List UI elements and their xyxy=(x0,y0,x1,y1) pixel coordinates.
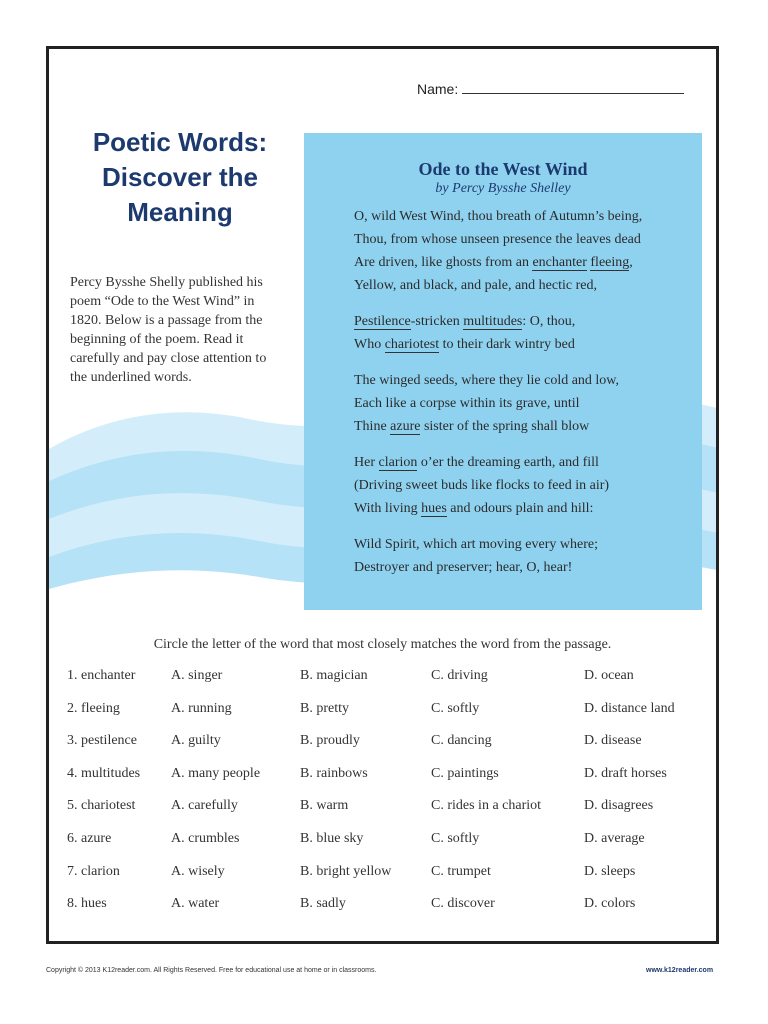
choice-a[interactable]: A. guilty xyxy=(171,733,221,749)
choice-b[interactable]: B. blue sky xyxy=(300,831,364,846)
choice-b[interactable]: B. warm xyxy=(300,798,349,814)
choice-c[interactable]: C. softly xyxy=(431,700,480,716)
poem-text: sister of the spring shall blow xyxy=(420,419,590,434)
poem-text: Destroyer and preserver; hear, O, hear! xyxy=(354,560,573,575)
quiz-row xyxy=(49,798,716,818)
poem-text: The winged seeds, where they lie cold and low, xyxy=(354,373,620,388)
poem-line xyxy=(354,419,589,435)
poem-text: Thine xyxy=(354,419,391,434)
intro-line: Percy Bysshe Shelly published his xyxy=(70,275,263,290)
question-word: 7. clarion xyxy=(67,863,120,879)
choice-d[interactable]: D. disagrees xyxy=(584,798,654,814)
intro-line: 1820. Below is a passage from the xyxy=(70,313,263,328)
choice-c[interactable]: C. trumpet xyxy=(431,863,491,879)
underlined-word: fleeing xyxy=(590,255,630,270)
choice-c[interactable]: C. softly xyxy=(431,831,480,846)
choice-c[interactable]: C. driving xyxy=(431,668,488,683)
choice-c[interactable]: C. rides in a chariot xyxy=(431,798,542,814)
choice-a[interactable]: A. water xyxy=(171,896,220,912)
choice-a[interactable]: A. singer xyxy=(171,668,223,683)
choice-c[interactable]: C. paintings xyxy=(431,765,499,781)
choice-b[interactable]: B. bright yellow xyxy=(300,863,392,879)
quiz-row xyxy=(49,896,716,916)
choice-a[interactable]: A. crumbles xyxy=(171,831,240,846)
intro-line: carefully and pay close attention to xyxy=(70,351,267,366)
choice-d[interactable]: D. distance land xyxy=(584,700,675,716)
underlined-word: clarion xyxy=(378,455,418,470)
poem-line xyxy=(354,314,575,330)
title-line: Discover the xyxy=(101,162,259,192)
poem-text: and odours plain and hill: xyxy=(446,501,594,516)
poem-line xyxy=(354,373,619,389)
underlined-word: Pestilence xyxy=(354,314,411,329)
choice-b[interactable]: B. magician xyxy=(300,668,368,683)
poem-line xyxy=(354,396,580,412)
poem-text: Each like a corpse within its grave, until xyxy=(354,396,580,411)
question-word: 4. multitudes xyxy=(67,765,141,781)
poem-text: (Driving sweet buds like flocks to feed in air) xyxy=(354,478,610,493)
name-label: Name: xyxy=(417,81,459,97)
poem-text: O, wild West Wind, thou breath of Autumn’s being, xyxy=(354,209,643,224)
poem-line xyxy=(354,455,599,471)
choice-d[interactable]: D. disease xyxy=(584,733,642,749)
choice-d[interactable]: D. colors xyxy=(584,896,636,912)
choice-d[interactable]: D. ocean xyxy=(584,668,634,683)
intro-line: the underlined words. xyxy=(70,370,192,385)
quiz-row xyxy=(49,701,716,721)
poem-text: to their dark wintry bed xyxy=(439,337,575,352)
question-word: 2. fleeing xyxy=(67,700,120,716)
poem-author: by Percy Bysshe Shelley xyxy=(435,181,571,196)
title-line: Poetic Words: xyxy=(92,127,268,157)
poem-text: Yellow, and black, and pale, and hectic red, xyxy=(354,278,597,293)
quiz-row xyxy=(49,831,716,851)
intro-line: beginning of the poem. Read it xyxy=(70,332,244,347)
choice-b[interactable]: B. proudly xyxy=(300,733,360,749)
poem-line xyxy=(354,232,641,248)
underlined-word: azure xyxy=(390,419,421,434)
question-word: 1. enchanter xyxy=(67,668,136,683)
choice-a[interactable]: A. running xyxy=(171,700,232,716)
quiz-row xyxy=(49,668,716,688)
poem-text: -stricken xyxy=(410,314,464,329)
worksheet-frame xyxy=(46,46,719,944)
poem-line xyxy=(354,278,597,294)
poem-line xyxy=(354,560,572,576)
quiz-row xyxy=(49,864,716,884)
poem-text: Who xyxy=(354,337,385,352)
underlined-word: multitudes xyxy=(463,314,523,329)
quiz-row xyxy=(49,733,716,753)
choice-b[interactable]: B. rainbows xyxy=(300,765,368,781)
underlined-word: chariotest xyxy=(384,337,440,352)
poem-text: Her xyxy=(354,455,379,470)
question-word: 3. pestilence xyxy=(67,733,137,749)
intro-line: poem “Ode to the West Wind” in xyxy=(70,294,255,309)
title-line: Meaning xyxy=(127,197,233,227)
poem-box xyxy=(304,133,702,610)
poem-line xyxy=(354,537,598,553)
choice-d[interactable]: D. average xyxy=(584,831,645,846)
copyright-text: Copyright © 2013 K12reader.com. All Rights Reserved. Free for educational use at home or in classrooms. xyxy=(46,967,377,974)
intro-paragraph xyxy=(70,273,280,387)
underlined-word: enchanter xyxy=(532,255,587,270)
poem-text: Thou, from whose unseen presence the leaves dead xyxy=(354,232,641,247)
poem-text: Are driven, like ghosts from an xyxy=(354,255,533,270)
question-word: 6. azure xyxy=(67,831,112,846)
poem-line xyxy=(354,255,633,271)
poem-line xyxy=(354,337,575,353)
choice-c[interactable]: C. dancing xyxy=(431,733,492,749)
quiz-instruction: Circle the letter of the word that most closely matches the word from the passage. xyxy=(153,637,612,652)
poem-text: With living xyxy=(354,501,422,516)
question-word: 5. chariotest xyxy=(67,798,136,814)
choice-b[interactable]: B. pretty xyxy=(300,700,349,716)
poem-text: : O, thou, xyxy=(522,314,576,329)
underlined-word: hues xyxy=(421,501,447,516)
name-field[interactable] xyxy=(417,81,684,97)
choice-a[interactable]: A. carefully xyxy=(171,798,238,814)
poem-text: , xyxy=(629,255,633,270)
poem-text: o’er the dreaming earth, and fill xyxy=(417,455,599,470)
poem-title: Ode to the West Wind xyxy=(418,159,588,179)
question-word: 8. hues xyxy=(67,896,107,912)
name-blank-line[interactable] xyxy=(462,81,684,94)
choice-c[interactable]: C. discover xyxy=(431,896,495,912)
poem-text: Wild Spirit, which art moving every where; xyxy=(354,537,598,552)
poem-line xyxy=(354,478,609,494)
worksheet-title xyxy=(65,125,295,230)
site-link[interactable]: www.k12reader.com xyxy=(646,967,714,974)
choice-a[interactable]: A. wisely xyxy=(171,863,225,879)
choice-b[interactable]: B. sadly xyxy=(300,896,346,912)
choice-d[interactable]: D. sleeps xyxy=(584,863,636,879)
choice-a[interactable]: A. many people xyxy=(171,765,261,781)
poem-line xyxy=(354,209,642,225)
choice-d[interactable]: D. draft horses xyxy=(584,765,667,781)
poem-line xyxy=(354,501,593,517)
quiz-row xyxy=(49,766,716,786)
